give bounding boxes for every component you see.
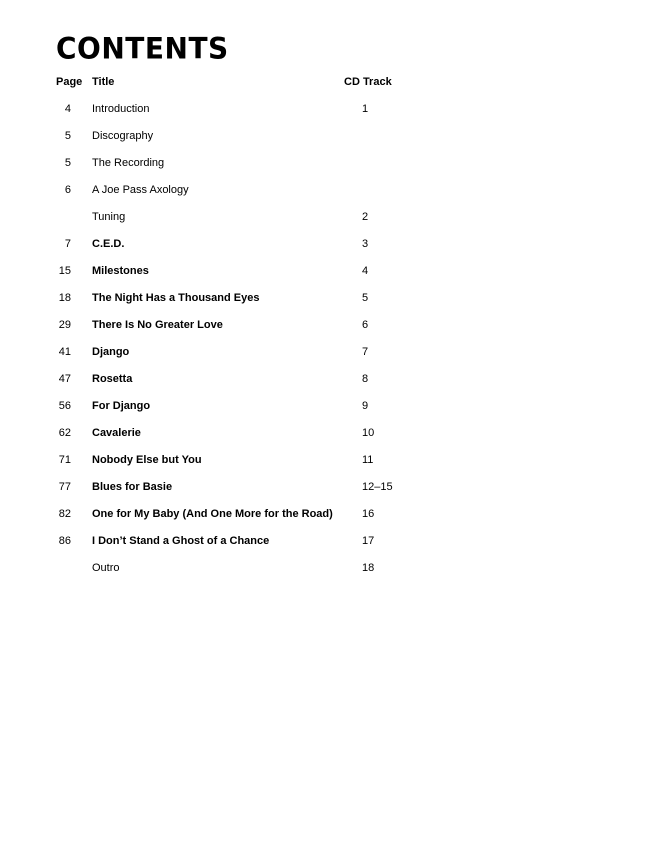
- contents-entry: [0, 235, 648, 262]
- contents-entry: [0, 262, 648, 289]
- column-header-title: Title: [92, 76, 115, 88]
- entry-title: For Django: [92, 400, 151, 412]
- entry-page-number: 29: [58, 319, 71, 331]
- entry-page-number: 6: [64, 184, 71, 196]
- contents-entry: [0, 208, 648, 235]
- entry-page-number: 62: [58, 427, 71, 439]
- contents-entry: [0, 424, 648, 451]
- entry-title: Introduction: [92, 103, 150, 115]
- contents-entry: [0, 127, 648, 154]
- entry-cd-track: 2: [362, 211, 369, 223]
- entry-cd-track: 7: [362, 346, 369, 358]
- entry-cd-track: 1: [362, 103, 369, 115]
- entry-title: The Night Has a Thousand Eyes: [92, 292, 260, 304]
- contents-entry: [0, 532, 648, 559]
- entry-title: Nobody Else but You: [92, 454, 202, 466]
- entry-title: Discography: [92, 130, 154, 142]
- entry-title: There Is No Greater Love: [92, 319, 223, 331]
- entry-title: Cavalerie: [92, 427, 141, 439]
- entry-cd-track: 5: [362, 292, 369, 304]
- entry-title: Outro: [92, 562, 120, 574]
- entry-cd-track: 11: [362, 454, 374, 466]
- column-header-page: Page: [56, 76, 83, 88]
- entry-page-number: 41: [58, 346, 71, 358]
- entry-page-number: 71: [58, 454, 71, 466]
- entry-title: One for My Baby (And One More for the Road): [92, 508, 333, 520]
- entry-page-number: 47: [58, 373, 71, 385]
- entry-title: Rosetta: [92, 373, 133, 385]
- entry-cd-track: 6: [362, 319, 369, 331]
- entry-page-number: 15: [58, 265, 71, 277]
- page-title: CONTENTS: [56, 31, 229, 66]
- contents-entry: [0, 100, 648, 127]
- contents-entry: [0, 451, 648, 478]
- contents-entry: [0, 289, 648, 316]
- entry-title: I Don’t Stand a Ghost of a Chance: [92, 535, 270, 547]
- contents-entry: [0, 478, 648, 505]
- contents-entry: [0, 154, 648, 181]
- contents-entry: [0, 316, 648, 343]
- entry-page-number: 56: [58, 400, 71, 412]
- entry-title: Tuning: [92, 211, 126, 223]
- entry-page-number: 86: [58, 535, 71, 547]
- entry-cd-track: 17: [362, 535, 375, 547]
- contents-entry: [0, 370, 648, 397]
- entry-page-number: 18: [58, 292, 71, 304]
- entry-cd-track: 8: [362, 373, 369, 385]
- entry-page-number: 4: [64, 103, 71, 115]
- entry-title: Milestones: [92, 265, 149, 277]
- contents-entry: [0, 505, 648, 532]
- entry-cd-track: 18: [362, 562, 375, 574]
- entry-title: The Recording: [92, 157, 165, 169]
- entry-cd-track: 9: [362, 400, 369, 412]
- entry-page-number: 5: [64, 130, 71, 142]
- entry-title: Blues for Basie: [92, 481, 173, 493]
- contents-entry: [0, 181, 648, 208]
- entry-cd-track: 10: [362, 427, 375, 439]
- entry-title: A Joe Pass Axology: [92, 184, 189, 196]
- entry-cd-track: 3: [362, 238, 369, 250]
- entry-cd-track: 16: [362, 508, 375, 520]
- contents-entry: [0, 559, 648, 586]
- entry-title: Django: [92, 346, 130, 358]
- contents-entry: [0, 397, 648, 424]
- entry-title: C.E.D.: [92, 238, 125, 250]
- entry-page-number: 7: [64, 238, 71, 250]
- contents-entry: [0, 343, 648, 370]
- entry-cd-track: 4: [362, 265, 369, 277]
- entry-page-number: 77: [58, 481, 71, 493]
- contents-list: [0, 100, 648, 586]
- entry-cd-track: 12–15: [362, 481, 393, 493]
- entry-page-number: 5: [64, 157, 71, 169]
- entry-page-number: 82: [58, 508, 71, 520]
- column-header-cd-track: CD Track: [344, 76, 392, 88]
